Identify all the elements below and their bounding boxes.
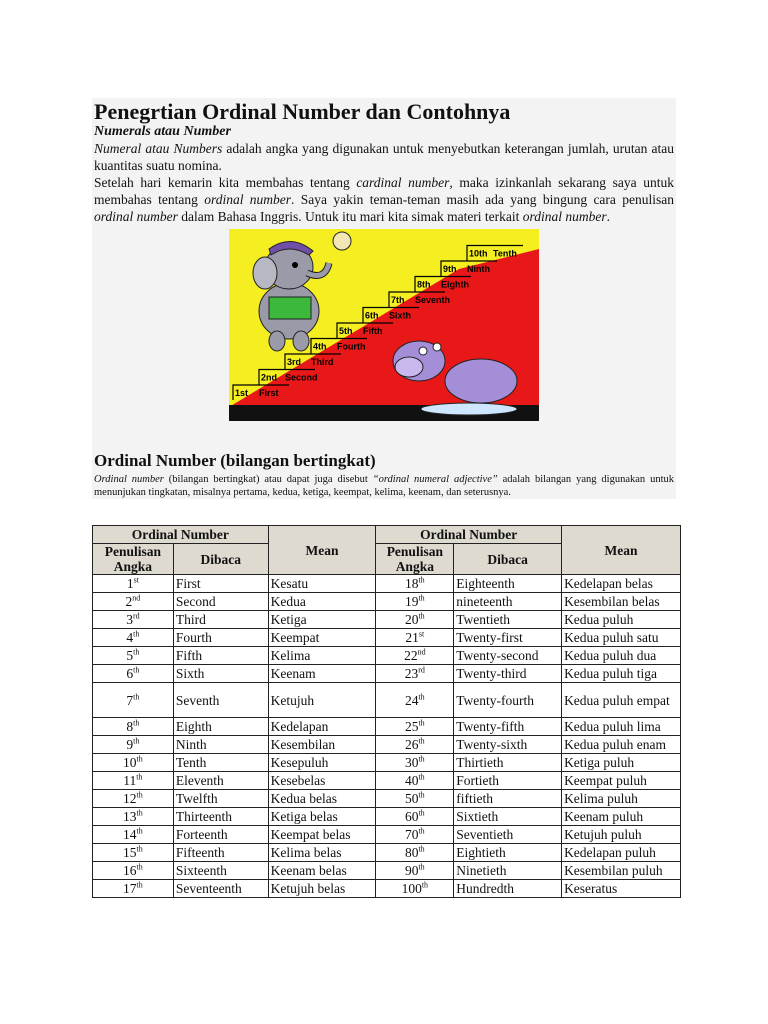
word-cell: Ninetieth bbox=[454, 862, 562, 880]
number-cell bbox=[93, 862, 174, 880]
hippo-eye bbox=[433, 343, 441, 351]
document-page bbox=[92, 98, 676, 499]
mean-cell: Kesatu bbox=[268, 575, 376, 593]
ordinal-suffix: th bbox=[136, 772, 143, 782]
ordinal-suffix: th bbox=[418, 790, 425, 800]
ordinal-suffix: th bbox=[418, 692, 425, 701]
number-cell bbox=[376, 647, 454, 665]
table-row bbox=[93, 575, 681, 593]
number-cell bbox=[376, 772, 454, 790]
number-value: 10 bbox=[123, 755, 137, 770]
number-value: 50 bbox=[404, 791, 419, 806]
number-value: 7 bbox=[126, 692, 134, 708]
word-cell: Twentieth bbox=[454, 611, 562, 629]
mean-cell: Kelima puluh bbox=[562, 790, 681, 808]
number-value: 5 bbox=[126, 648, 134, 663]
word-cell: Fifth bbox=[173, 647, 268, 665]
ordinal-number-table bbox=[92, 525, 681, 898]
word-cell: Twelfth bbox=[173, 790, 268, 808]
number-cell bbox=[93, 683, 174, 718]
em-text: ordinal number bbox=[94, 209, 178, 224]
number-cell bbox=[376, 754, 454, 772]
number-cell bbox=[93, 718, 174, 736]
section-heading: Ordinal Number (bilangan bertingkat) bbox=[94, 451, 376, 470]
mean-cell: Kedua puluh enam bbox=[562, 736, 681, 754]
word-cell: Third bbox=[173, 611, 268, 629]
em-text: cardinal number bbox=[356, 175, 450, 190]
number-value: 100 bbox=[401, 881, 422, 896]
word-cell: Eightieth bbox=[454, 844, 562, 862]
word-cell: Twenty-second bbox=[454, 647, 562, 665]
ordinal-suffix: th bbox=[418, 808, 425, 818]
number-cell bbox=[376, 665, 454, 683]
word-cell: Seventh bbox=[173, 683, 268, 718]
water-puddle bbox=[421, 403, 517, 415]
mean-cell: Keenam belas bbox=[268, 862, 376, 880]
number-value: 6 bbox=[126, 666, 134, 681]
mean-cell: Ketujuh bbox=[268, 683, 376, 718]
group-header-right: Ordinal Number bbox=[376, 526, 562, 544]
number-cell bbox=[376, 808, 454, 826]
word-cell: nineteenth bbox=[454, 593, 562, 611]
mean-cell: Kesepuluh bbox=[268, 754, 376, 772]
mean-cell: Kesembilan bbox=[268, 736, 376, 754]
word-cell: Tenth bbox=[173, 754, 268, 772]
word-cell: Sixteenth bbox=[173, 862, 268, 880]
col-mean-left: Mean bbox=[268, 526, 376, 575]
ordinal-suffix: st bbox=[133, 575, 139, 585]
ordinal-stairs-illustration bbox=[229, 229, 539, 421]
table-row bbox=[93, 826, 681, 844]
number-cell bbox=[376, 880, 454, 898]
ordinal-suffix: rd bbox=[418, 665, 425, 675]
text: dalam Bahasa Inggris. Untuk itu mari kita simak materi terkait bbox=[177, 209, 523, 224]
number-value: 23 bbox=[404, 666, 419, 681]
mean-cell: Kedua belas bbox=[268, 790, 376, 808]
table-row bbox=[93, 790, 681, 808]
ordinal-suffix: th bbox=[418, 754, 425, 764]
number-value: 40 bbox=[404, 773, 419, 788]
number-cell bbox=[376, 593, 454, 611]
number-value: 13 bbox=[123, 809, 137, 824]
mean-cell: Kelima belas bbox=[268, 844, 376, 862]
table-row bbox=[93, 754, 681, 772]
table-row bbox=[93, 880, 681, 898]
step-number-label: 9th bbox=[443, 264, 457, 274]
number-cell bbox=[376, 683, 454, 718]
number-cell bbox=[376, 611, 454, 629]
number-value: 90 bbox=[404, 863, 419, 878]
paragraph-2 bbox=[92, 174, 676, 225]
number-value: 19 bbox=[404, 594, 419, 609]
ordinal-suffix: th bbox=[421, 880, 429, 890]
step-number-label: 4th bbox=[313, 341, 327, 352]
col-angka-right: Penulisan Angka bbox=[376, 544, 454, 575]
number-cell bbox=[93, 611, 174, 629]
number-value: 3 bbox=[126, 612, 133, 627]
mean-cell: Kedua bbox=[268, 593, 376, 611]
number-cell bbox=[376, 862, 454, 880]
table-row bbox=[93, 844, 681, 862]
step-word-label: First bbox=[259, 388, 279, 398]
number-value: 9 bbox=[126, 737, 134, 752]
word-cell: Twenty-fifth bbox=[454, 718, 562, 736]
intro-paragraph bbox=[92, 473, 676, 499]
table-row bbox=[93, 593, 681, 611]
number-cell bbox=[376, 575, 454, 593]
number-value: 8 bbox=[126, 719, 134, 734]
mean-cell: Keseratus bbox=[562, 880, 681, 898]
word-cell: Eleventh bbox=[173, 772, 268, 790]
word-cell: Second bbox=[173, 593, 268, 611]
ordinal-suffix: st bbox=[418, 629, 425, 639]
mean-cell: Keempat puluh bbox=[562, 772, 681, 790]
hippo-eye bbox=[419, 347, 427, 355]
number-value: 12 bbox=[123, 791, 137, 806]
word-cell: Fifteenth bbox=[173, 844, 268, 862]
elephant-eye bbox=[292, 262, 298, 268]
mean-cell: Ketiga puluh bbox=[562, 754, 681, 772]
hippo-body bbox=[445, 359, 517, 403]
step-number-label: 2nd bbox=[261, 372, 278, 383]
ordinal-suffix: th bbox=[133, 692, 140, 701]
mean-cell: Ketiga bbox=[268, 611, 376, 629]
ordinal-suffix: rd bbox=[132, 611, 140, 621]
ordinal-suffix: th bbox=[418, 736, 425, 746]
table-row bbox=[93, 808, 681, 826]
mean-cell: Kedelapan bbox=[268, 718, 376, 736]
col-angka-left: Penulisan Angka bbox=[93, 544, 174, 575]
number-cell bbox=[93, 629, 174, 647]
number-cell bbox=[93, 736, 174, 754]
ordinal-suffix: th bbox=[136, 826, 143, 836]
number-cell bbox=[376, 826, 454, 844]
step-number-label: 5th bbox=[339, 326, 353, 336]
number-cell bbox=[376, 736, 454, 754]
em-text: ordinal number bbox=[522, 209, 607, 224]
ordinal-suffix: th bbox=[133, 647, 140, 657]
number-value: 2 bbox=[125, 594, 133, 609]
mean-cell: Keempat bbox=[268, 629, 376, 647]
number-value: 17 bbox=[123, 881, 137, 896]
number-value: 30 bbox=[404, 755, 419, 770]
word-cell: Forteenth bbox=[173, 826, 268, 844]
number-cell bbox=[376, 718, 454, 736]
mean-cell: Kesembilan belas bbox=[562, 593, 681, 611]
mean-cell: Ketiga belas bbox=[268, 808, 376, 826]
word-cell: Twenty-fourth bbox=[454, 683, 562, 718]
ordinal-suffix: th bbox=[136, 754, 143, 764]
mean-cell: Kesembilan puluh bbox=[562, 862, 681, 880]
word-cell: Twenty-first bbox=[454, 629, 562, 647]
em-text: Ordinal number bbox=[94, 474, 164, 485]
page-title: Penegrtian Ordinal Number dan Contohnya bbox=[94, 99, 511, 124]
mean-cell: Keenam puluh bbox=[562, 808, 681, 826]
number-value: 70 bbox=[404, 827, 419, 842]
word-cell: Eighteenth bbox=[454, 575, 562, 593]
step-word-label: Fifth bbox=[363, 326, 383, 336]
step-word-label: Tenth bbox=[493, 248, 517, 259]
step-number-label: 10th bbox=[469, 248, 488, 259]
number-cell bbox=[93, 575, 174, 593]
step-number-label: 8th bbox=[417, 279, 431, 290]
number-value: 1 bbox=[126, 576, 134, 591]
ordinal-suffix: th bbox=[418, 611, 425, 621]
table-row bbox=[93, 611, 681, 629]
word-cell: First bbox=[173, 575, 268, 593]
ordinal-suffix: th bbox=[418, 772, 425, 782]
ordinal-suffix: th bbox=[133, 629, 140, 639]
word-cell: Twenty-third bbox=[454, 665, 562, 683]
table-row bbox=[93, 665, 681, 683]
elephant-ear bbox=[253, 257, 277, 289]
text: adalah bilangan yang digunakan untuk menunjukan tingkatan, misalnya pertama, kedua, ketiga, keempat, kelima, keenam, dan seterusnya. bbox=[94, 474, 674, 498]
mean-cell: Kelima bbox=[268, 647, 376, 665]
number-value: 18 bbox=[404, 576, 419, 591]
step-word-label: Ninth bbox=[467, 264, 490, 274]
word-cell: Sixtieth bbox=[454, 808, 562, 826]
number-cell bbox=[376, 629, 454, 647]
step-word-label: Eighth bbox=[441, 279, 469, 290]
mean-cell: Kedua puluh satu bbox=[562, 629, 681, 647]
ordinal-suffix: th bbox=[133, 718, 140, 728]
number-cell bbox=[93, 844, 174, 862]
number-value: 20 bbox=[404, 612, 419, 627]
step-number-label: 6th bbox=[365, 310, 379, 321]
ordinal-suffix: th bbox=[133, 736, 140, 746]
number-value: 22 bbox=[404, 648, 418, 663]
illustration-block bbox=[92, 225, 676, 439]
number-value: 24 bbox=[404, 692, 419, 708]
step-number-label: 1st bbox=[235, 388, 249, 398]
word-cell: Seventieth bbox=[454, 826, 562, 844]
number-cell bbox=[93, 880, 174, 898]
group-header-left: Ordinal Number bbox=[93, 526, 269, 544]
table-row bbox=[93, 736, 681, 754]
mean-cell: Kedua puluh lima bbox=[562, 718, 681, 736]
step-word-label: Seventh bbox=[415, 295, 451, 305]
table-row bbox=[93, 772, 681, 790]
table-row bbox=[93, 629, 681, 647]
word-cell: Twenty-sixth bbox=[454, 736, 562, 754]
mean-cell: Kedua puluh bbox=[562, 611, 681, 629]
number-value: 4 bbox=[126, 630, 134, 645]
col-mean-right: Mean bbox=[562, 526, 681, 575]
number-cell bbox=[93, 754, 174, 772]
text: . bbox=[606, 209, 611, 224]
number-cell bbox=[376, 844, 454, 862]
paragraph-1 bbox=[92, 140, 676, 174]
number-cell bbox=[93, 772, 174, 790]
number-cell bbox=[93, 790, 174, 808]
em-text: ordinal number bbox=[204, 192, 292, 207]
number-cell bbox=[93, 665, 174, 683]
mean-cell: Kedelapan puluh bbox=[562, 844, 681, 862]
ordinal-suffix: th bbox=[418, 575, 425, 585]
ordinal-suffix: th bbox=[418, 844, 425, 854]
em-text: “ordinal numeral adjective” bbox=[372, 474, 498, 485]
elephant-leg bbox=[293, 331, 309, 351]
table-row bbox=[93, 683, 681, 718]
word-cell: Sixth bbox=[173, 665, 268, 683]
word-cell: fiftieth bbox=[454, 790, 562, 808]
number-cell bbox=[376, 790, 454, 808]
mean-cell: Kesebelas bbox=[268, 772, 376, 790]
mean-cell: Kedelapan belas bbox=[562, 575, 681, 593]
mean-cell: Ketujuh belas bbox=[268, 880, 376, 898]
word-cell: Thirteenth bbox=[173, 808, 268, 826]
elephant-leg bbox=[269, 331, 285, 351]
ordinal-suffix: th bbox=[136, 790, 143, 800]
subtitle: Numerals atau Number bbox=[94, 124, 231, 139]
number-value: 25 bbox=[404, 719, 419, 734]
mean-cell: Kedua puluh dua bbox=[562, 647, 681, 665]
ordinal-suffix: th bbox=[418, 718, 425, 728]
ordinal-suffix: th bbox=[136, 880, 143, 890]
number-cell bbox=[93, 647, 174, 665]
table-row bbox=[93, 862, 681, 880]
word-cell: Eighth bbox=[173, 718, 268, 736]
em-text: Numeral atau Numbers bbox=[94, 141, 223, 156]
mean-cell: Ketujuh puluh bbox=[562, 826, 681, 844]
ordinal-suffix: th bbox=[136, 808, 143, 818]
step-word-label: Third bbox=[311, 357, 334, 367]
text: (bilangan bertingkat) atau dapat juga disebut bbox=[163, 474, 373, 485]
number-cell bbox=[93, 593, 174, 611]
number-cell bbox=[93, 808, 174, 826]
ordinal-suffix: th bbox=[418, 862, 425, 872]
ordinal-suffix: th bbox=[418, 826, 425, 836]
col-dibaca-left: Dibaca bbox=[173, 544, 268, 575]
text: . Saya yakin teman-teman masih ada yang bingung cara penulisan bbox=[291, 192, 675, 207]
word-cell: Hundredth bbox=[454, 880, 562, 898]
step-word-label: Fourth bbox=[337, 341, 366, 352]
mean-cell: Keenam bbox=[268, 665, 376, 683]
ordinal-suffix: th bbox=[418, 593, 425, 603]
ordinal-suffix: nd bbox=[417, 647, 426, 657]
table-row bbox=[93, 647, 681, 665]
number-value: 14 bbox=[123, 827, 137, 842]
table-row bbox=[93, 718, 681, 736]
word-cell: Fourth bbox=[173, 629, 268, 647]
mean-cell: Keempat belas bbox=[268, 826, 376, 844]
step-word-label: Sixth bbox=[389, 310, 412, 321]
ordinal-suffix: th bbox=[136, 862, 143, 872]
word-cell: Seventeenth bbox=[173, 880, 268, 898]
step-word-label: Second bbox=[285, 372, 318, 383]
number-value: 16 bbox=[123, 863, 137, 878]
mean-cell: Kedua puluh tiga bbox=[562, 665, 681, 683]
elephant-shirt bbox=[269, 297, 311, 319]
number-value: 11 bbox=[123, 773, 137, 788]
text: , maka izinkanlah sekarang saya untuk membahas tentang bbox=[94, 175, 675, 207]
ordinal-suffix: th bbox=[136, 844, 143, 854]
ordinal-suffix: nd bbox=[132, 593, 141, 603]
word-cell: Thirtieth bbox=[454, 754, 562, 772]
number-value: 80 bbox=[404, 845, 419, 860]
mean-cell: Kedua puluh empat bbox=[562, 683, 681, 718]
col-dibaca-right: Dibaca bbox=[454, 544, 562, 575]
hippo-snout bbox=[395, 357, 423, 377]
word-cell: Ninth bbox=[173, 736, 268, 754]
ball bbox=[333, 232, 351, 250]
number-cell bbox=[93, 826, 174, 844]
ordinal-suffix: th bbox=[133, 665, 140, 675]
word-cell: Fortieth bbox=[454, 772, 562, 790]
step-number-label: 3rd bbox=[287, 357, 302, 367]
step-number-label: 7th bbox=[391, 295, 405, 305]
text: adalah angka yang digunakan untuk menyebutkan keterangan jumlah, urutan atau kuantitas suatu nomina. bbox=[94, 141, 674, 173]
number-value: 60 bbox=[404, 809, 419, 824]
number-value: 26 bbox=[404, 737, 419, 752]
number-value: 15 bbox=[123, 845, 137, 860]
number-value: 21 bbox=[405, 630, 419, 645]
intro-block bbox=[92, 98, 676, 499]
text: Setelah hari kemarin kita membahas tentang bbox=[94, 175, 357, 190]
